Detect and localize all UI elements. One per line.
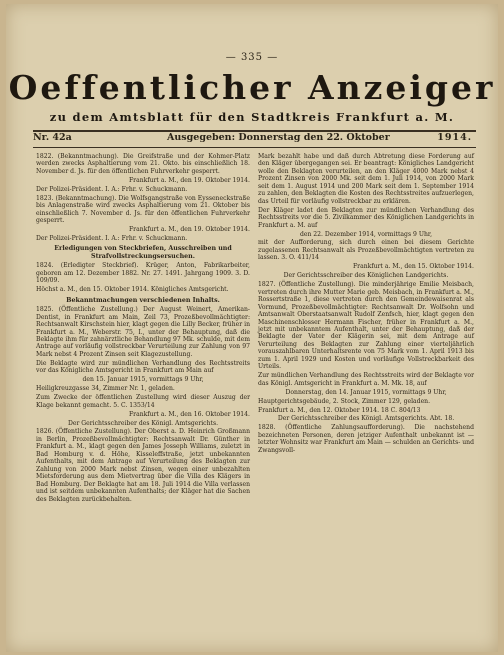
notice-paragraph: Der Polizei-Präsident. I. A.: Frhr. v. Schuckmann.	[36, 185, 188, 193]
issue-number: Nr. 42a	[33, 132, 72, 143]
notice-paragraph: 1828. (Öffentliche Zahlungsaufforderung). Die nachstehend bezeichneten Personen, deren jetziger Aufenthalt unbekannt ist — letzter Wohnsitz war Frankfurt am Main — schulden an Gerichts- und Zwangsvoll-	[258, 424, 474, 454]
issue-date: Ausgegeben: Donnerstag den 22. Oktober	[167, 132, 390, 143]
section-heading: Bekanntmachungen verschiedenen Inhalts.	[66, 296, 220, 304]
notice-paragraph: 1826. (Öffentliche Zustellung). Der Oberst a. D. Heinrich Großmann in Berlin, Prozeßbevollmächtigter: Rechtsanwalt Dr. Günther in Frankfurt a. M., klagt gegen den James Josseph Williams, zuletzt in Bad Homburg v. d. Höhe, Kisseleffstraße, jetzt unbekannten Aufenthalts, mit dem Antrage auf Verurteilung des Beklagten zur Zahlung von 2000 Mark nebst Zinsen, wegen einer unbezahlten Mietsforderung aus dem Mietvertrag über die Villa des Klägers in Bad Homburg. Der Beklagte hat am 18. Juli 1914 die Villa verlassen und ist seitdem unbekannten Aufenthalts; der Kläger hat die Sachen des Beklagten zurückbehalten.	[36, 428, 250, 503]
page-number: — 335 —	[225, 52, 279, 63]
masthead-title: Oeffentlicher Anzeiger	[8, 68, 496, 107]
notice-paragraph: Frankfurt a. M., den 16. Oktober 1914.	[128, 410, 250, 418]
bottom-rule	[33, 147, 476, 148]
notice-paragraph: mit der Aufforderung, sich durch einen bei diesem Gerichte zugelassenen Rechtsanwalt als Prozeßbevollmächtigten vertreten zu lassen. 3. O. 411/14	[258, 239, 474, 262]
notice-paragraph: Frankfurt a. M., den 12. Oktober 1914. 18 C. 804/13	[258, 406, 421, 414]
notice-paragraph: Der Polizei-Präsident. I. A.: Frhr. v. Schuckmann.	[36, 235, 188, 243]
notice-paragraph: Der Gerichtsschreiber des Königl. Amtsgerichts. Abt. 18.	[277, 415, 455, 423]
notice-paragraph: Die Beklagte wird zur mündlichen Verhandlung des Rechtsstreits vor das Königliche Amtsgericht in Frankfurt am Main auf	[36, 359, 250, 375]
notice-paragraph: Donnerstag, den 14. Januar 1915, vormittags 9 Uhr,	[285, 388, 447, 396]
left-column	[36, 153, 250, 504]
notice-paragraph: 1822. (Bekanntmachung). Die Greifstraße und der Kohmer-Platz werden zwecks Asphaltierung vom 21. Okto. bis einschließlich 18. November d. Js. für den öffentlichen Fuhrverkehr gesperrt.	[36, 153, 250, 175]
notice-paragraph: Der Gerichtsschreiber des Königlichen Landgerichts.	[283, 272, 449, 280]
notice-paragraph: Mark bezahlt habe und daß durch Abtretung diese Forderung auf den Kläger übergegangen sei. Er beantragt: Königliches Landgericht wolle den Beklagten verurteilen, an den Kläger 4000 Mark nebst 4 Prozent Zinsen von 2000 Mk. seit dem 1. Juli 1914, von 2000 Mark seit dem 1. August 1914 und 200 Mark seit dem 1. September 1914 zu zahlen, den Beklagten die Kosten des Rechtsstreites aufzuerlegen, das Urteil für vorläufig vollstreckbar zu erklären.	[258, 153, 474, 205]
notice-paragraph: 1823. (Bekanntmachung). Die Wolfsgangstraße von Eysseneckstraße bis Anlagenstraße wird zwecks Asphaltierung vom 21. Oktober bis einschließlich 7. November d. Js. für den öffentlichen Fuhrverkehr gesperrt.	[36, 194, 250, 225]
notice-paragraph: den 22. Dezember 1914, vormittags 9 Uhr,	[299, 230, 433, 238]
notice-paragraph: Hauptgerichtsgebäude, 2. Stock, Zimmer 129, geladen.	[258, 397, 431, 405]
notice-paragraph: Frankfurt a. M., den 15. Oktober 1914.	[352, 263, 474, 271]
section-heading: Erledigungen von Steckbriefen, Ausschreiben und Strafvollstreckungsersuchen.	[54, 245, 232, 260]
notice-paragraph: Frankfurt a. M., den 19. Oktober 1914.	[128, 176, 250, 184]
notice-paragraph: 1824. (Erledigter Steckbrief). Krüger, Anton, Fabrikarbeiter, geboren am 12. Dezember 1882. Nr. 27. 1491. Jahrgang 1909. 3. D. 109/09.	[36, 262, 250, 285]
notice-paragraph: Frankfurt a. M., den 19. Oktober 1914.	[128, 226, 250, 234]
right-column	[258, 153, 474, 456]
notice-paragraph: Heiligkreuzgasse 34, Zimmer Nr. 1, geladen.	[36, 385, 175, 393]
notice-paragraph: Der Kläger ladet den Beklagten zur mündlichen Verhandlung des Rechtsstreits vor die 5. Zivilkammer des Königlichen Landgerichts in Frankfurt a. M. auf	[258, 206, 474, 229]
newspaper-page	[6, 4, 498, 652]
masthead-subtitle: zu dem Amtsblatt für den Stadtkreis Frankfurt a. M.	[49, 110, 455, 124]
notice-paragraph: Der Gerichtsschreiber des Königl. Amtsgerichts.	[67, 419, 219, 427]
issue-line	[33, 132, 476, 146]
notice-paragraph: Zum Zwecke der öffentlichen Zustellung wird dieser Auszug der Klage bekannt gemacht. 5. C. 1353/14	[36, 394, 250, 409]
notice-paragraph: den 15. Januar 1915, vormittags 9 Uhr,	[82, 376, 204, 384]
notice-paragraph: 1827. (Öffentliche Zustellung). Die minderjährige Emilie Meisbach, vertreten durch ihre Mutter Marie geb. Meisbach, in Frankfurt a. M., Rossertstraße 1, diese vertreten durch den Gemeindewaisenrat als Vormund, Prozeßbevollmächtigter: Rechtsanwalt Dr. Wolfsohn und Amtsanwalt Oberstaatsanwalt Rudolf Zenfsch, hier, klagt gegen den Maschinenschlosser Hermann Fischer, früher in Frankfurt a. M., jetzt mit unbekanntem Aufenthalt, unter der Behauptung, daß der Beklagte der Vater der Klägerin sei, mit dem Antrage auf Verurteilung des Beklagten zur Zahlung einer vierteljährlich vorauszahlbaren Unterhaltsrente von 75 Mark vom 1. April 1913 bis zum 1. April 1929 und Kosten und vorläufige Vollstreckbarkeit des Urteils.	[258, 281, 474, 371]
notice-paragraph: 1825. (Öffentliche Zustellung.) Der August Weinert, Amerikan-Dentist, in Frankfurt am Main, Zeil 73, Prozeßbevollmächtigter: Rechtsanwalt Kirschstein hier, klagt gegen die Lilly Becker, früher in Frankfurt a. M., Weberstr. 75, I., unter der Behauptung, daß die Beklagte ihm für zahnärztliche Behandlung 97 Mk. schulde, mit dem Antrage auf vorläufig vollstreckbar Verurteilung zur Zahlung von 97 Mark nebst 4 Prozent Zinsen seit Klagezustellung.	[36, 306, 250, 358]
notice-paragraph: Höchst a. M., den 15. Oktober 1914. Königliches Amtsgericht.	[36, 286, 229, 294]
issue-year: 1914.	[437, 132, 472, 143]
notice-paragraph: Zur mündlichen Verhandlung des Rechtsstreits wird der Beklagte vor das Königl. Amtsgericht in Frankfurt a. M. Mk. 18, auf	[258, 372, 474, 387]
